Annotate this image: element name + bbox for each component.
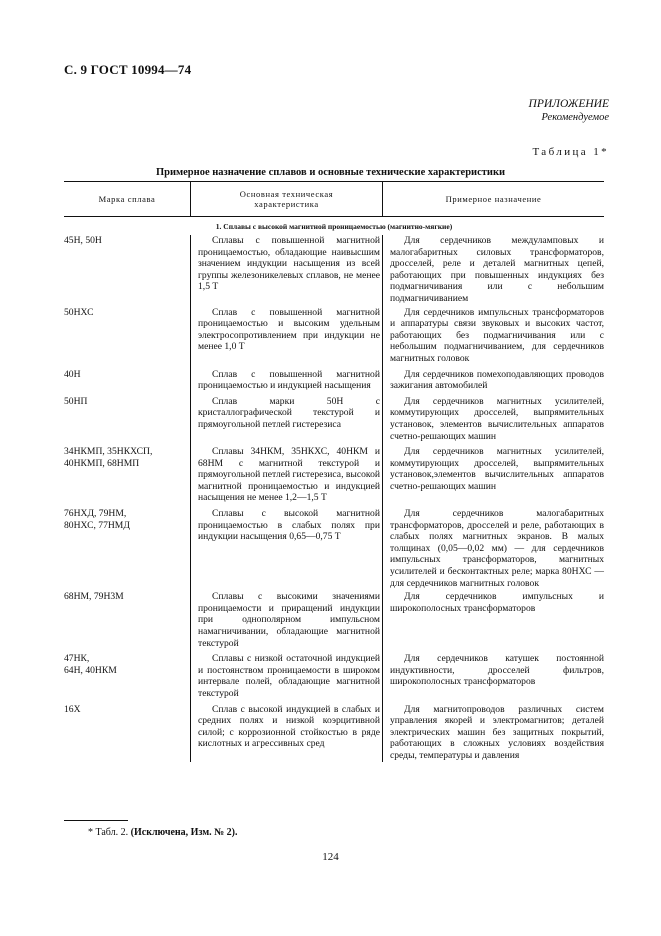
alloy-grade-cell — [64, 653, 190, 699]
table-row — [64, 307, 604, 365]
alloy-purpose: Для сердечников импульсных и широкополосных трансформаторов — [390, 591, 604, 614]
appendix-label — [529, 98, 609, 124]
alloy-grade: 76НХД, 79НМ, 80НХС, 77НМД — [64, 508, 130, 531]
appendix-subtitle: Рекомендуемое — [541, 112, 609, 123]
alloy-purpose-cell — [382, 396, 604, 442]
alloy-purpose: Для сердечников междуламповых и малогабаритных силовых трансформаторов, дросселей, реле и деталей магнитных цепей, работающих при повышенных индукциях без подмагничивания или с небольшим подмагничиванием — [390, 235, 604, 304]
alloy-grade-cell — [64, 369, 190, 392]
alloy-characteristic-cell — [190, 704, 382, 762]
alloy-grade-cell — [64, 591, 190, 649]
alloy-purpose: Для сердечников помехоподавляющих проводов зажигания автомобилей — [390, 368, 604, 392]
alloy-grade-cell — [64, 446, 190, 504]
alloy-characteristic: Сплавы с низкой остаточной индукцией и постоянством проницаемости в широком интервале полей, обладающие магнитной текстурой — [198, 653, 380, 699]
column-header-grade: Марка сплава — [98, 194, 156, 204]
column-header-characteristic-text: Основная техническая характеристика — [239, 189, 334, 209]
alloy-characteristic-cell — [190, 396, 382, 442]
alloy-characteristic: Сплав с повышенной магнитной проницаемостью и индукцией насыщения — [198, 368, 380, 392]
alloy-purpose-cell — [382, 446, 604, 504]
table-row — [64, 508, 604, 589]
alloy-grade: 50НХС — [64, 306, 94, 318]
alloy-purpose-cell — [382, 307, 604, 365]
column-header-purpose: Примерное назначение — [382, 182, 604, 216]
alloy-grade: 40Н — [64, 368, 81, 380]
alloy-characteristic: Сплав с повышенной магнитной проницаемостью и высоким удельным электросопротивлением при индукции не менее 1,0 Т — [198, 306, 380, 353]
table-row — [64, 653, 604, 699]
alloy-table — [64, 181, 604, 766]
alloy-grade: 34НКМП, 35НКХСП, 40НКМП, 68НМП — [64, 446, 153, 469]
alloy-grade-cell — [64, 396, 190, 442]
alloy-grade: 16Х — [64, 703, 81, 715]
alloy-characteristic-cell — [190, 369, 382, 392]
alloy-purpose-cell — [382, 508, 604, 589]
alloy-characteristic: Сплавы с высокой магнитной проницаемостью в слабых полях при индукции насыщения 0,65—0,75 Т — [198, 508, 380, 543]
appendix-title: ПРИЛОЖЕНИЕ — [528, 98, 609, 110]
alloy-characteristic-cell — [190, 591, 382, 649]
alloy-purpose: Для сердечников магнитных усилителей, коммутирующих дросселей, выпрямительных установок, элементов вычислительных аппаратов счетно-решающих машин — [390, 395, 604, 442]
table-row — [64, 369, 604, 392]
alloy-characteristic-cell — [190, 446, 382, 504]
column-header-characteristic — [190, 182, 382, 216]
table-row — [64, 446, 604, 504]
table-header — [64, 182, 604, 216]
alloy-characteristic-cell — [190, 307, 382, 365]
table-number: Таблица 1* — [532, 146, 609, 158]
alloy-grade-cell — [64, 307, 190, 365]
alloy-purpose: Для сердечников импульсных трансформаторов и аппаратуры связи звуковых и высоких частот, работающих без подмагничивания или с небольшим подмагничиванием, для сердечников магнитных головок — [390, 306, 604, 364]
table-caption: Примерное назначение сплавов и основные технические характеристики — [155, 167, 506, 178]
alloy-characteristic: Сплавы с высокими значениями проницаемости и приращений индукции при однополярном импульсном намагничивании, обладающие магнитной текстурой — [198, 591, 380, 649]
alloy-purpose: Для сердечников магнитных усилителей, коммутирующих дросселей, выпрямительных установок,элементов вычислительных аппаратов счетно-решающих машин — [390, 446, 604, 492]
alloy-purpose-cell — [382, 235, 604, 305]
alloy-characteristic: Сплавы с повышенной магнитной проницаемостью, обладающие наивысшим значением индукции насыщения из всей группы железоникелевых сплавов, не менее 1,5 Т — [198, 235, 380, 293]
table-row — [64, 235, 604, 305]
alloy-characteristic: Сплавы 34НКМ, 35НКХС, 40НКМ и 68НМ с магнитной текстурой и прямоугольной петлей гистерезиса, высокой магнитной проницаемостью и индукцией насыщения не менее 1,2—1,5 Т — [198, 446, 380, 504]
footnote-marker: * Табл. 2. — [88, 827, 129, 838]
alloy-grade-cell — [64, 508, 190, 589]
alloy-purpose-cell — [382, 591, 604, 649]
table-row — [64, 704, 604, 762]
alloy-grade: 45Н, 50Н — [64, 235, 102, 246]
alloy-grade: 47НК, 64Н, 40НКМ — [64, 653, 117, 676]
table-row — [64, 396, 604, 442]
alloy-purpose-cell — [382, 704, 604, 762]
alloy-characteristic: Сплав марки 50Н с кристаллографической текстурой и прямоугольной петлей гистерезиса — [198, 395, 380, 430]
alloy-characteristic: Сплав с высокой индукцией в слабых и средних полях и низкой коэрцитивной силой; с коррозионной стойкостью в ряде кислотных и агрессивных сред — [198, 703, 380, 750]
footnote-text: (Исключена, Изм. № 2). — [130, 827, 238, 838]
footnote — [88, 827, 238, 838]
document-header: С. 9 ГОСТ 10994—74 — [64, 62, 192, 77]
table-body — [64, 235, 604, 762]
alloy-characteristic-cell — [190, 653, 382, 699]
alloy-grade: 50НП — [64, 395, 88, 407]
alloy-grade-cell — [64, 235, 190, 305]
alloy-purpose: Для сердечников катушек постоянной индуктивности, дросселей фильтров, широкополосных трансформаторов — [390, 653, 604, 688]
alloy-purpose-cell — [382, 369, 604, 392]
footnote-rule — [64, 820, 128, 821]
alloy-purpose-cell — [382, 653, 604, 699]
alloy-characteristic-cell — [190, 508, 382, 589]
table-row — [64, 591, 604, 649]
section-title: 1. Сплавы с высокой магнитной проницаемостью (магнитно-мягкие) — [215, 222, 453, 231]
page-number: 124 — [322, 851, 339, 863]
column-divider — [382, 235, 383, 762]
alloy-purpose: Для магнитопроводов различных систем управления якорей и электромагнитов; деталей электрических машин без защитных покрытий, работающих в сложных условиях воздействия среды, температуры и давления — [390, 703, 604, 761]
alloy-grade-cell — [64, 704, 190, 762]
alloy-purpose: Для сердечников малогабаритных трансформаторов, дросселей и реле, работающих в слабых полях магнитных экранов. В малых толщинах (0,05—0,02 мм) — для сердечников импульсных трансформаторов, магнитных усилителей и бесконтактных реле; марка 80НХС — для сердечников магнитных головок — [390, 508, 604, 589]
alloy-grade: 68НМ, 79Н3М — [64, 591, 124, 603]
alloy-characteristic-cell — [190, 235, 382, 305]
column-divider — [190, 235, 191, 762]
